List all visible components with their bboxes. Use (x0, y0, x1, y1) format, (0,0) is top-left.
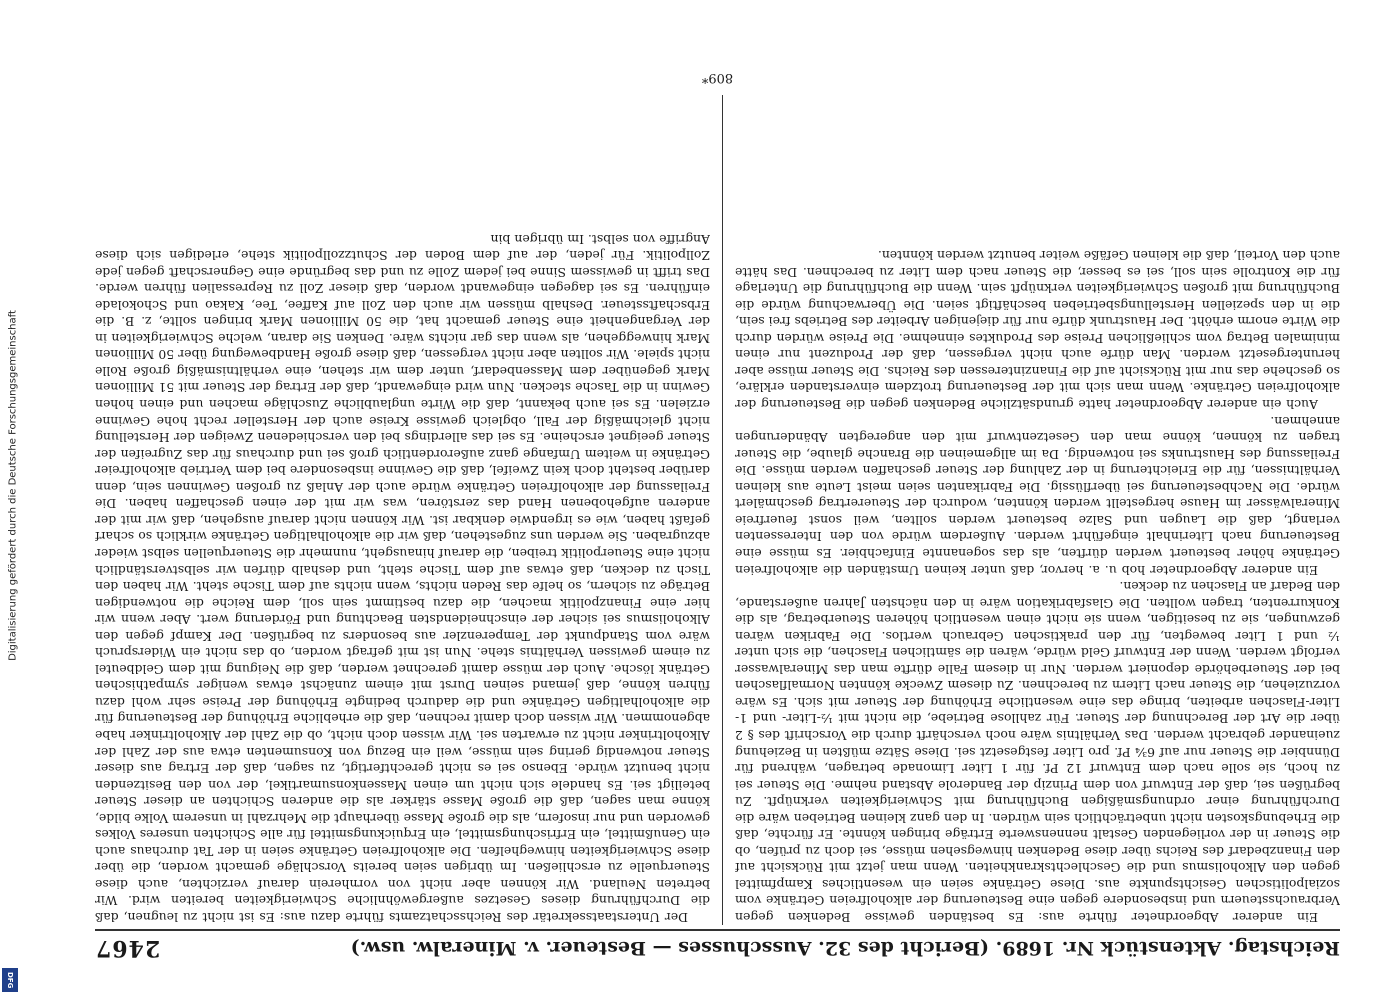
dfg-logo: DFG (2, 968, 18, 992)
digitization-credit: Digitalisierung gefördert durch die Deutsche Forschungsgemeinschaft (7, 310, 19, 661)
right-column (95, 95, 710, 925)
column-divider (722, 95, 723, 925)
right-paragraph-1: Der Unterstaatssekretär des Reichsschatzamts führte dazu aus: Es ist nicht zu leugnen, daß die Durchführung dieses Gesetzes außergewöhnliche Schwierigkeiten bereiten wird. Wir betreten Neuland. Wir können aber nicht von vornherein darauf verzichten, auch diese Steuerquelle zu erschließen. Im übrigen seien bereits Vorschläge gemacht worden, die über diese Schwierigkeiten hinweghelfen. Die alkoholfreien Getränke seien in der Tat durchaus auch ein Genußmittel, ein Erfrischungsmittel, ein Erquickungsmittel für alle Schichten unseres Volkes geworden und nur insofern, als die große Masse überhaupt die Mehrzahl in unserem Volke bilde, könne man sagen, daß die große Masse stärker als die anderen Schichten an dieser Steuer beteiligt sei. Es handele sich nicht um einen Massenkonsumartikel, der von den Besitzenden nicht benutzt würde. Ebenso sei es nicht gerechtfertigt, zu sagen, daß der Ertrag aus dieser Steuer notwendig gering sein müsse, weil ein Bezug von Konsumenten etwa aus der Zahl der Alkoholtrinker nicht zu erwarten sei. Wir wissen doch nicht, ob die Zahl der Alkoholtrinker habe abgenommen. Wir wissen doch damit rechnen, daß die erhebliche Erhöhung der Besteuerung für die alkoholhaltigen Getränke und die dadurch bedingte Erhöhung der Preise sehr wohl dazu führen könne, daß jemand seinen Durst mit einem zunächst etwas weniger sympathischen Getränk lösche. Auch der müsse damit gerechnet werden, daß die Neigung mit dem Geldbeutel zu einem gewissen Verhältnis stehe. Nun ist mit gefragt worden, ob das nicht ein Widerspruch wäre vom Standpunkt der Temperenzler aus besonders zu begrüßen. Der Kampf gegen den Alkoholismus sei sicher der einschneidendsten Beachtung und Förderung wert. Aber wenn wir hier eine Finanzpolitik machen, die dazu bestimmt sein soll, dem Reiche die notwendigen Beträge zu sichern, so helfe das Reden nichts, wenn nichts auf dem Tische steht. Wir haben den Tisch zu decken, daß etwas auf dem Tische steht, und deshalb dürfen wir selbstverständlich nicht eine Steuerpolitik treiben, die darauf hinausgeht, nunmehr die Steuerquellen selbst wieder abzugraben. Sie werden uns zugestehen, daß wir die alkoholhaltigen Getränke wirklich so scharf gefaßt haben, wie es irgendwie denkbar ist. Wir können nicht darauf ausgehen, daß wir mit der anderen aufgehobenen Hand das zerstören, was wir mit der einen geschaffen haben. Die Freilassung der alkoholfreien Getränke würde auch der Anlaß zu großen Gewinnen sein, denn darüber besteht doch kein Zweifel, daß die Gewinne insbesondere bei dem Vertrieb alkoholfreier Getränke in weitem Umfange ganz außerordentlich groß sei und durchaus für das Zugreifen der Steuer geeignet erscheine. Es sei das allerdings bei den verschiedenen Zweigen der Herstellung nicht gleichmäßig der Fall, obgleich gewisse Kreise auch der Hersteller recht hohe Gewinne erzielen. Es sei auch bekannt, daß die Wirte unglaubliche Zuschläge machen und einen hohen Gewinn in die Tasche stecken. Nun wird eingewandt, daß der Ertrag der Steuer mit 51 Millionen Mark gegenüber dem Massenbedarf, unter dem wir stehen, eine verhältnismäßig große Rolle nicht spiele. Wir sollten aber nicht vergessen, daß diese große Handbewegung über 50 Millionen Mark hinweggehen, als wenn das gar nichts wäre. Denken Sie daran, welche Schwierigkeiten in der Vergangenheit eine Steuer gemacht hat, die 50 Millionen Mark bringen sollte, z. B. die Erbschaftssteuer. Deshalb müssen wir auch den Zoll auf Kaffee, Tee, Kakao und Schokolade einführen. Es sei dagegen eingewandt worden, daß dieser Zoll zu Repressalien führen werde. Das trifft in gewissem Sinne bei jedem Zolle zu und das begründe eine Gegnerschaft gegen jede Zollpolitik. Für jeden, der auf dem Boden der Schutzzollpolitik stehe, erledigen sich diese Angriffe von selbst. Im übrigen bin (95, 231, 710, 925)
left-paragraph-2: Ein anderer Abgeordneter hob u. a. hervor, daß unter keinen Umständen die alkoholfreien Getränke höher besteuert werden dürften, als das sogenannte Einfachbier. Es müsse eine Besteuerung nach Literinhalt eingeführt werden. Außerdem würde von den Interessenten verlangt, daß die Laugen und Salze besteuert werden sollten, weil sonst feuerfreie Mineralwässer im Hause hergestellt werden könnten, wodurch der Steuerertrag geschmälert würde. Die Nachbesteuerung sei überflüssig. Die Fabrikanten seien meist Leute aus kleinen Verhältnissen, für die Erleichterung in der Zahlung der Steuer geschaffen werden müsse. Die Freilassung des Haustrunks sei notwendig. Da im allgemeinen die Branche glaube, die Steuer tragen zu können, könne man den Gesetzentwurf mit den angeregten Abänderungen annehmen. (735, 413, 1340, 578)
left-paragraph-3: Auch ein anderer Abgeordneter hatte grundsätzliche Bedenken gegen die Besteuerung der alkoholfreien Getränke. Wenn man sich mit der Besteuerung trotzdem einverstanden erkläre, so geschehe das nur mit Rücksicht auf die Finanzinteressen des Reichs. Die Steuer müsse aber heruntergesetzt werden. Man dürfe auch nicht vergessen, daß der Produzent nur einen minimalen Betrag vom schließlichen Preise des Produktes einnehme. Die Preise würden durch die Wirte enorm erhöht. Der Haustrunk dürfe nur für diejenigen Arbeiter des Betriebs frei sein, die in den speziellen Herstellungsbetrieben beschäftigt seien. Die Überwachung würde die Buchführung mit großen Schwierigkeiten verknüpft sein. Wenn die Buchführung die Unterlage für die Kontrolle sein soll, sei es besser, die Steuer nach dem Liter zu berechnen. Das hätte auch den Vorteil, daß die kleinen Gefäße weiter benutzt werden könnten. (735, 248, 1340, 413)
text-columns (95, 95, 1340, 925)
signature-mark: 809* (701, 70, 734, 85)
left-paragraph-1: Ein anderer Abgeordneter führte aus: Es beständen gewisse Bedenken gegen Verbrauchssteuern und insbesondere gegen eine Besteuerung der alkoholfreien Getränke vom sozialpolitischen Gesichtspunkte aus. Diese Getränke seien ein wesentliches Kampfmittel gegen den Alkoholismus und die Geschlechtskrankheiten. Wenn man jetzt mit Rücksicht auf den Finanzbedarf des Reichs über diese Bedenken hinwegsehen müsse, sei doch zu prüfen, ob die Steuer in der vorliegenden Gestalt nennenswerte Erträge bringen könnte. Er fürchte, daß die Erhebungskosten nicht unbeträchtlich sein würden. In den ganz kleinen Betrieben wäre die Durchführung einer ordnungsmäßigen Buchführung mit Schwierigkeiten verknüpft. Zu begrüßen sei, daß der Entwurf von dem Prinzip der Banderole Abstand nehme. Die Steuer sei zu hoch, sie solle nach dem Entwurf 12 Pf. für 1 Liter Limonade betragen, während für Dünnbier die Steuer nur auf 6¾ Pf. pro Liter festgesetzt sei. Diese Sätze müßten in Beziehung zueinander gebracht werden. Das Verhältnis wäre noch verschärft durch die Vorschrift des § 2 über die Art der Berechnung der Steuer. Für zahllose Betriebe, die nicht mit ½-Liter- und 1-Liter-Flaschen arbeiten, bringe das eine wesentliche Erhöhung der Steuer mit sich. Es wäre vorzuziehen, die Steuer nach Litern zu berechnen. Zu diesem Zwecke könnten Normalflaschen bei der Steuerbehörde deponiert werden. Nur in diesem Falle dürfte man das Mineralwasser verfolgt werden. Wenn der Entwurf Geld würde, wären die sämtlichen Flaschen, die sich unter ½ und 1 Liter bewegten, für den praktischen Gebrauch wertlos. Die Fabriken wären gezwungen, sie zu beseitigen, wenn sie nicht einen wesentlich höheren Steuerbetrag, als die Konkurrenten, tragen wollten. Die Glasfabrikation wäre in den nächsten Jahren außerstande, den Bedarf an Flaschen zu decken. (735, 579, 1340, 925)
page-header (95, 929, 1340, 965)
header-title: Reichstag. Aktenstück Nr. 1689. (Bericht des 32. Ausschusses — Besteuer. v. Mineralw. usw.) (350, 937, 1340, 959)
left-column (735, 95, 1340, 925)
page-number: 2467 (95, 935, 161, 961)
rotated-content (95, 35, 1340, 965)
digitization-sidebar (0, 0, 22, 1000)
